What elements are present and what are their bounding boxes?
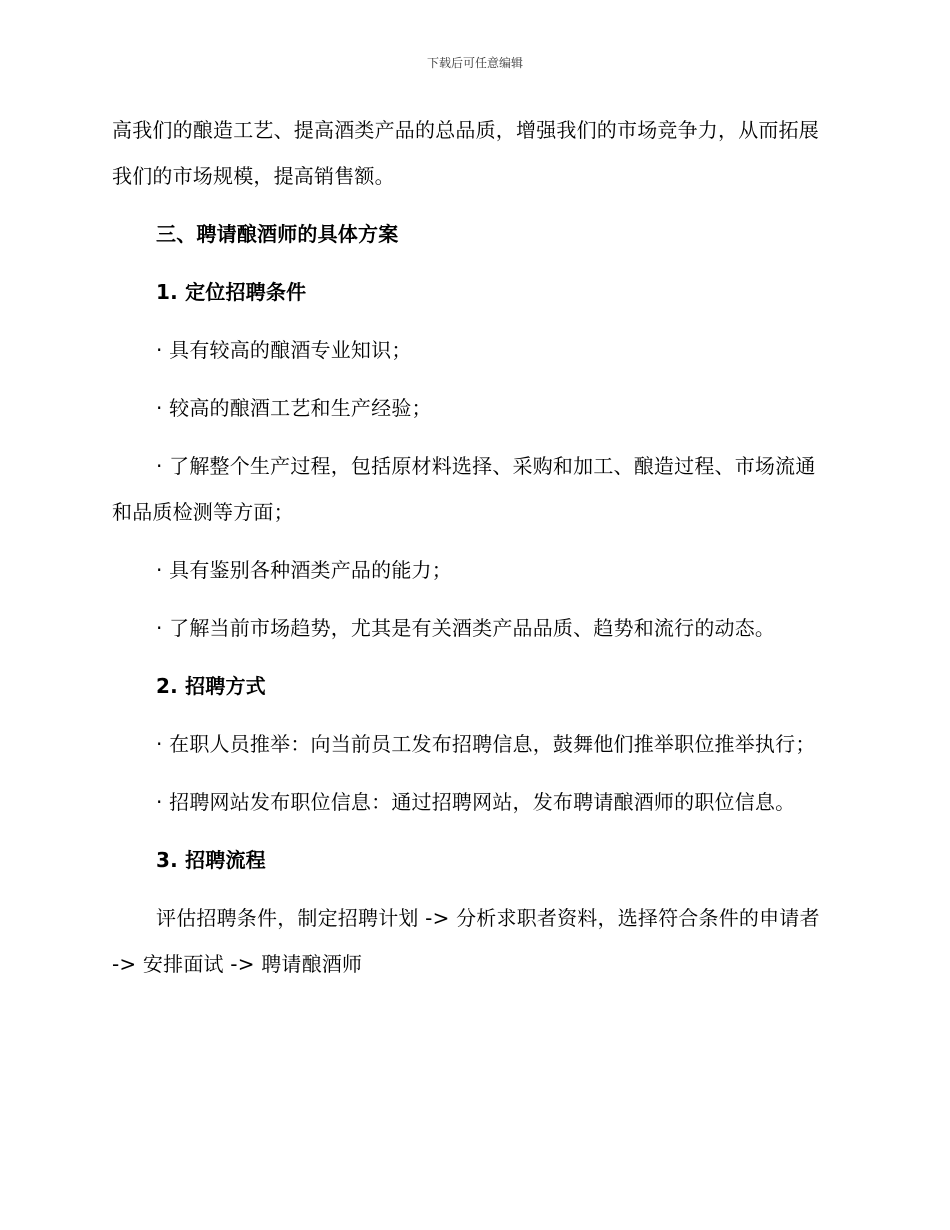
bullet-item: · 了解整个生产过程，包括原材料选择、采购和加工、酿造过程、市场流通和品质检测等方面； [112, 454, 816, 524]
bullet-item: · 在职人员推举：向当前员工发布招聘信息，鼓舞他们推举职位推举执行； [156, 732, 816, 756]
bullet-item: · 招聘网站发布职位信息：通过招聘网站，发布聘请酿酒师的职位信息。 [156, 790, 796, 814]
section-heading-3: 三、聘请酿酒师的具体方案 [156, 222, 399, 246]
page-header: 下载后可任意编辑 [426, 56, 523, 70]
subheading-2: 2. 招聘方式 [156, 674, 266, 698]
bullet-item: · 了解当前市场趋势，尤其是有关酒类产品品质、趋势和流行的动态。 [156, 616, 776, 640]
document-body [112, 107, 832, 999]
bullet-item: · 较高的酿酒工艺和生产经验； [156, 396, 432, 420]
subheading-1: 1. 定位招聘条件 [156, 280, 307, 304]
subheading-3: 3. 招聘流程 [156, 848, 266, 872]
bullet-item: · 具有较高的酿酒专业知识； [156, 338, 412, 362]
paragraph-intro-continuation: 高我们的酿造工艺、提高酒类产品的总品质，增强我们的市场竞争力，从而拓展我们的市场规模，提高销售额。 [112, 118, 819, 188]
paragraph-process: 评估招聘条件，制定招聘计划 -> 分析求职者资料，选择符合条件的申请者 -> 安排面试 -> 聘请酿酒师 [112, 906, 820, 976]
bullet-item: · 具有鉴别各种酒类产品的能力； [156, 558, 452, 582]
